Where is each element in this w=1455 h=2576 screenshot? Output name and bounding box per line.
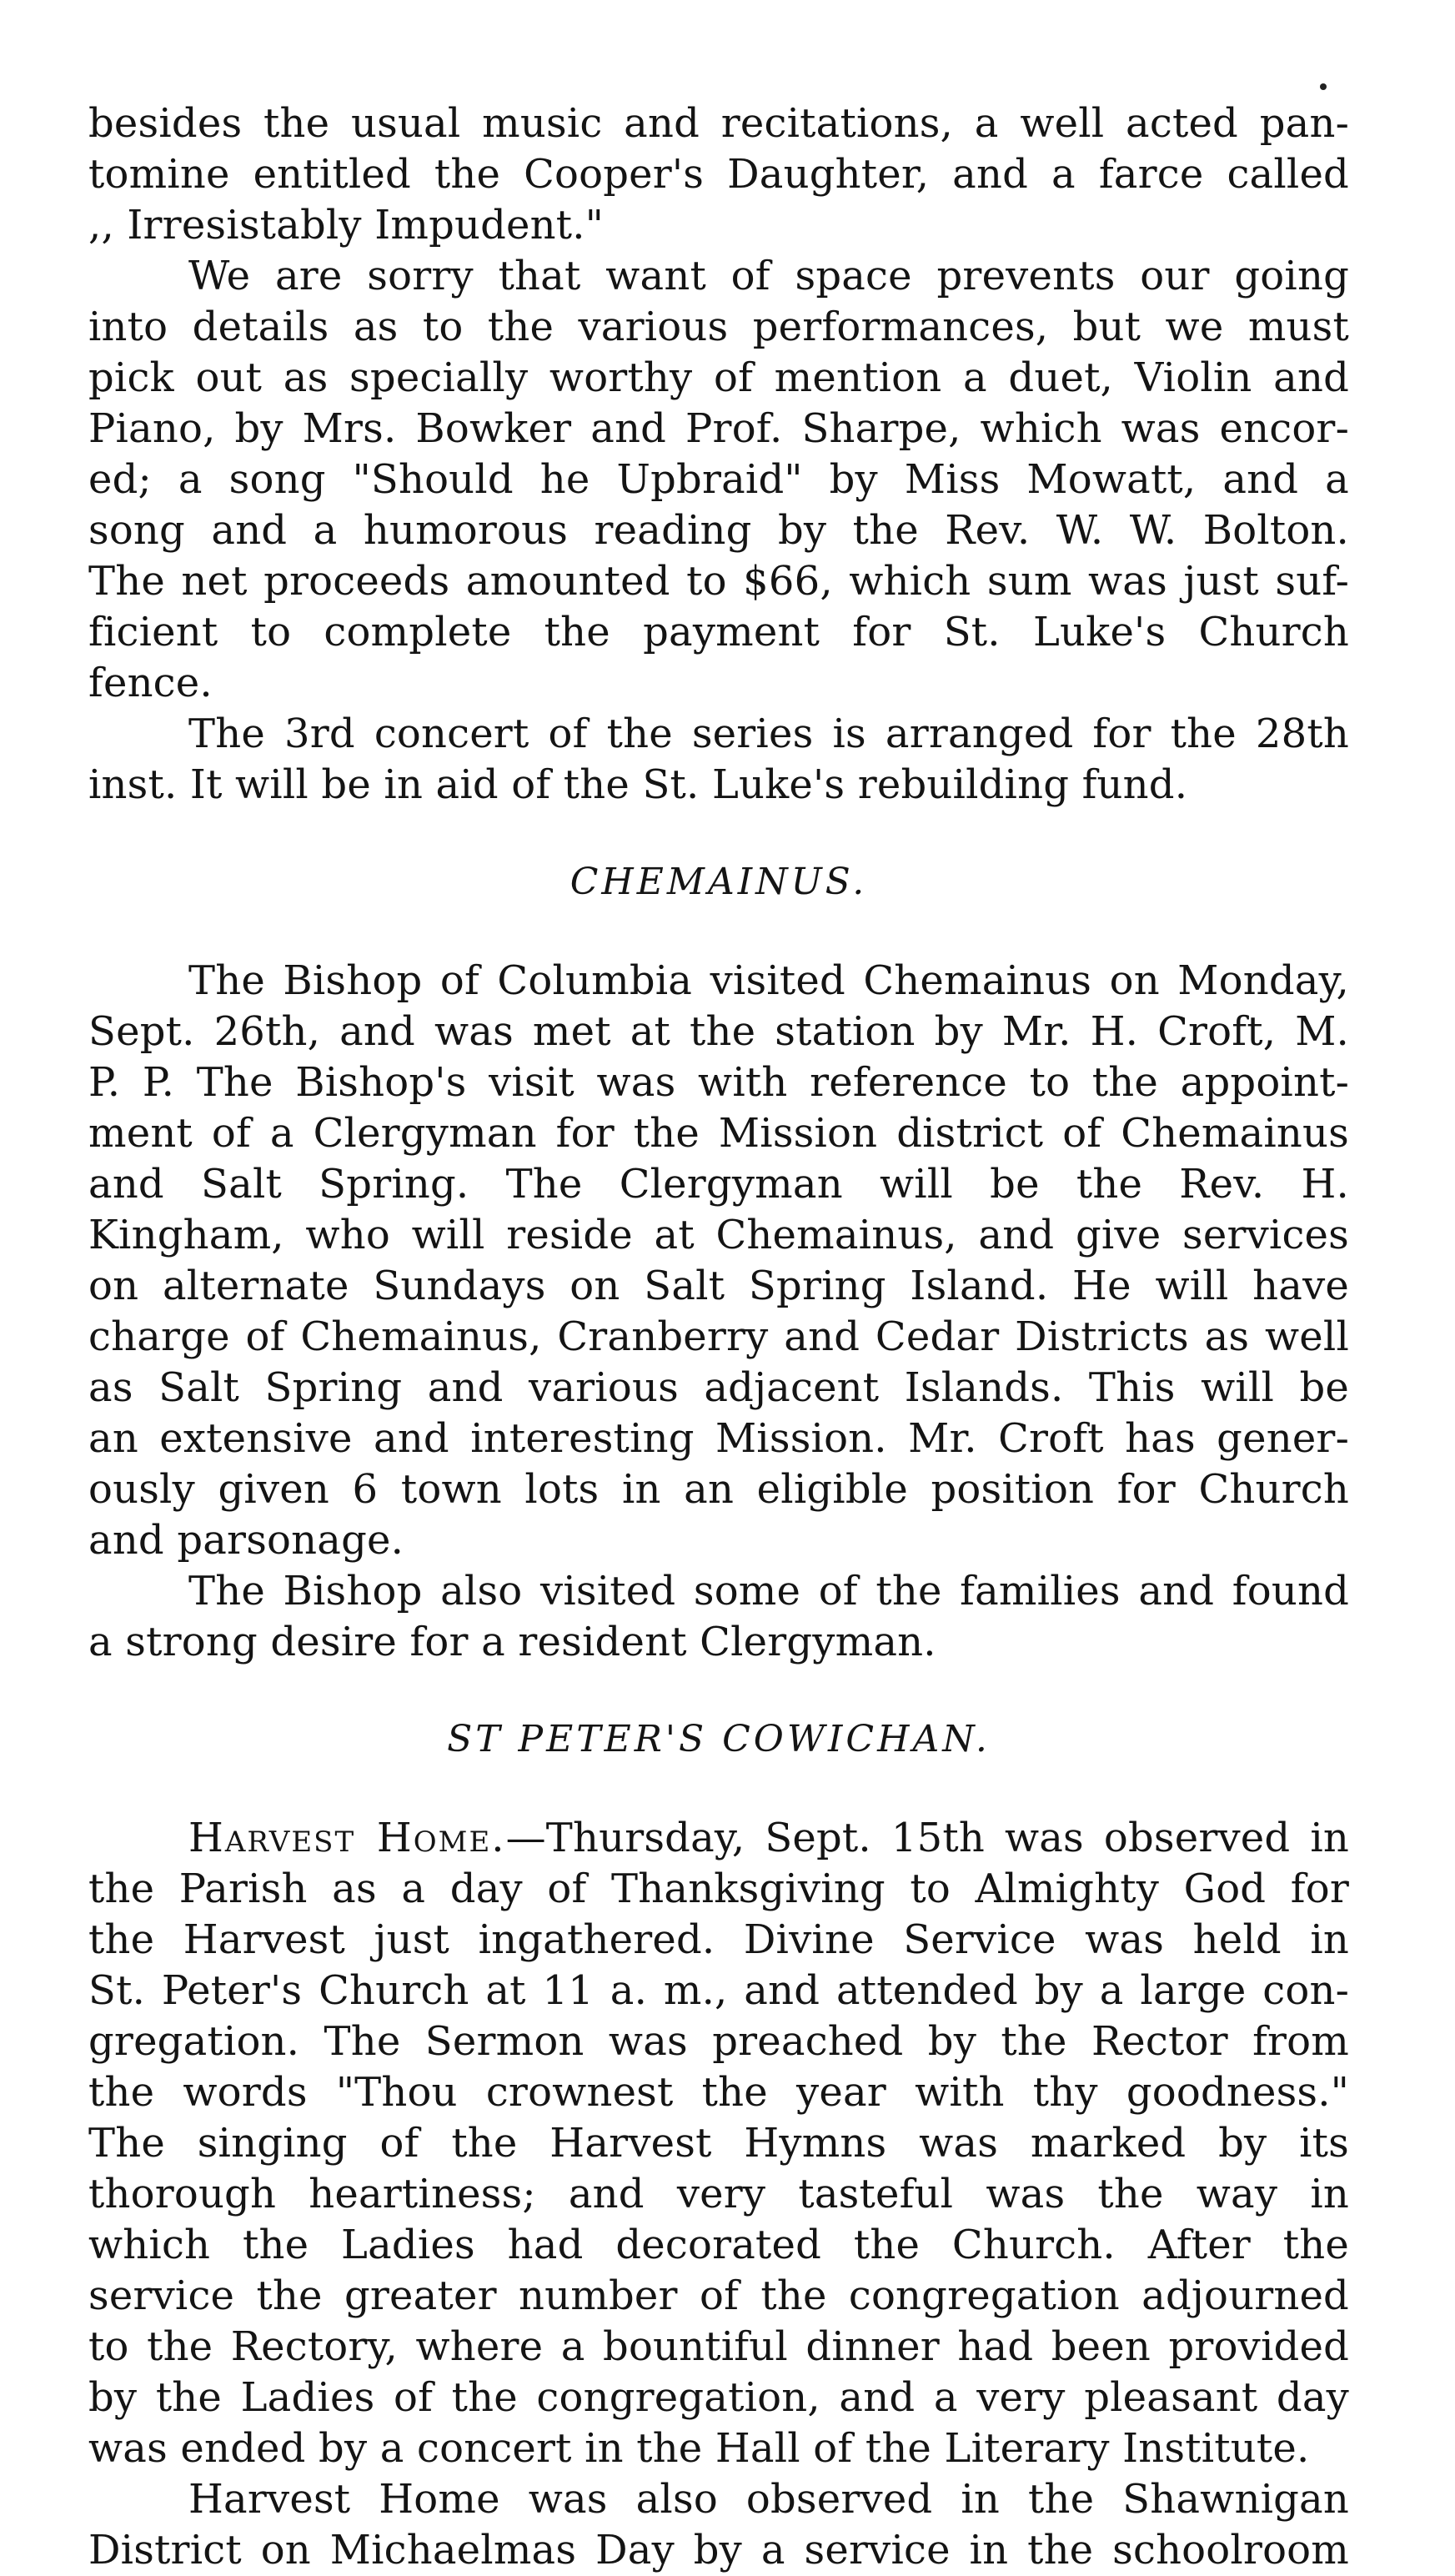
text-line: to the Rectory, where a bountiful dinner had been provided (88, 2323, 1349, 2370)
print-speck (1320, 83, 1327, 90)
text-line: ed; a song "Should he Upbraid" by Miss Mowatt, and a (88, 456, 1349, 503)
text-line: Kingham, who will reside at Chemainus, and give services (88, 1212, 1349, 1258)
text-line: The Bishop of Columbia visited Chemainus on Monday, (188, 957, 1349, 1004)
text-line: St. Peter's Church at 11 a. m., and attended by a large con- (88, 1967, 1349, 2014)
text-line: The 3rd concert of the series is arranged for the 28th (188, 711, 1349, 757)
text-line: fence. (88, 660, 213, 706)
text-line: and Salt Spring. The Clergyman will be the Rev. H. (88, 1161, 1349, 1208)
cowichan-paragraph-1 (88, 1813, 1349, 2474)
text-line (88, 1813, 1349, 1864)
text-line: by the Ladies of the congregation, and a very pleasant day (88, 2374, 1349, 2421)
text-line: We are sorry that want of space prevents our going (188, 253, 1349, 299)
text-line: the Parish as a day of Thanksgiving to Almighty God for (88, 1865, 1349, 1912)
text-line: The Bishop also visited some of the families and found (188, 1568, 1349, 1614)
text-line: ,, Irresistably Impudent." (88, 202, 604, 249)
section-heading-chemainus: CHEMAINUS. (569, 861, 868, 903)
chemainus-paragraph-2 (88, 1566, 1349, 1668)
text-line: the Harvest just ingathered. Divine Service was held in (88, 1916, 1349, 1963)
text-line: ously given 6 town lots in an eligible position for Church (88, 1466, 1349, 1513)
text-line: inst. It will be in aid of the St. Luke's rebuilding fund. (88, 761, 1188, 808)
text-line: P. P. The Bishop's visit was with reference to the appoint- (88, 1059, 1349, 1106)
text-line: tomine entitled the Cooper's Daughter, and a farce called (88, 151, 1349, 198)
concert-paragraph-3 (88, 709, 1349, 811)
section-heading-st-peters-cowichan: ST PETER'S COWICHAN. (447, 1718, 991, 1760)
text-line: on alternate Sundays on Salt Spring Island. He will have (88, 1263, 1349, 1309)
text-line: Harvest Home was also observed in the Shawnigan (188, 2476, 1349, 2523)
concert-paragraph-1 (88, 98, 1349, 251)
chemainus-paragraph-1 (88, 956, 1349, 1566)
text-line: The singing of the Harvest Hymns was marked by its (88, 2120, 1349, 2167)
text-line: ficient to complete the payment for St. Luke's Church (88, 609, 1349, 655)
text-line: Piano, by Mrs. Bowker and Prof. Sharpe, which was encor- (88, 405, 1349, 452)
text-line: pick out as specially worthy of mention a duet, Violin and (88, 354, 1349, 401)
text-line: gregation. The Sermon was preached by the Rector from (88, 2018, 1349, 2065)
text-line: a strong desire for a resident Clergyman. (88, 1619, 936, 1665)
text-line: ment of a Clergyman for the Mission district of Chemainus (88, 1110, 1349, 1157)
text-line: thorough heartiness; and very tasteful was the way in (88, 2171, 1349, 2217)
text-line: into details as to the various performances, but we must (88, 304, 1349, 350)
text-line: song and a humorous reading by the Rev. W. W. Bolton. (88, 507, 1349, 554)
text-line: the words "Thou crownest the year with thy goodness." (88, 2069, 1349, 2116)
lead-in-harvest-home: Harvest Home. (188, 1815, 506, 1861)
text-line: service the greater number of the congregation adjourned (88, 2272, 1349, 2319)
text-line: was ended by a concert in the Hall of the Literary Institute. (88, 2425, 1310, 2472)
newspaper-column (88, 98, 1349, 2576)
text-line: besides the usual music and recitations, a well acted pan- (88, 100, 1349, 147)
text-line: an extensive and interesting Mission. Mr. Croft has gener- (88, 1415, 1349, 1462)
text-line: which the Ladies had decorated the Church. After the (88, 2222, 1349, 2268)
lead-in-continuation: —Thursday, Sept. 15th was observed in (505, 1815, 1349, 1861)
text-line: The net proceeds amounted to $66, which sum was just suf- (88, 558, 1349, 605)
text-line: Sept. 26th, and was met at the station by Mr. H. Croft, M. (88, 1008, 1349, 1055)
cowichan-paragraph-2 (88, 2474, 1349, 2576)
text-line: and parsonage. (88, 1517, 404, 1564)
concert-paragraph-2 (88, 251, 1349, 709)
text-line: charge of Chemainus, Cranberry and Cedar Districts as well (88, 1313, 1349, 1360)
text-line: District on Michaelmas Day by a service in the schoolroom (88, 2527, 1349, 2573)
text-line: as Salt Spring and various adjacent Islands. This will be (88, 1364, 1349, 1411)
